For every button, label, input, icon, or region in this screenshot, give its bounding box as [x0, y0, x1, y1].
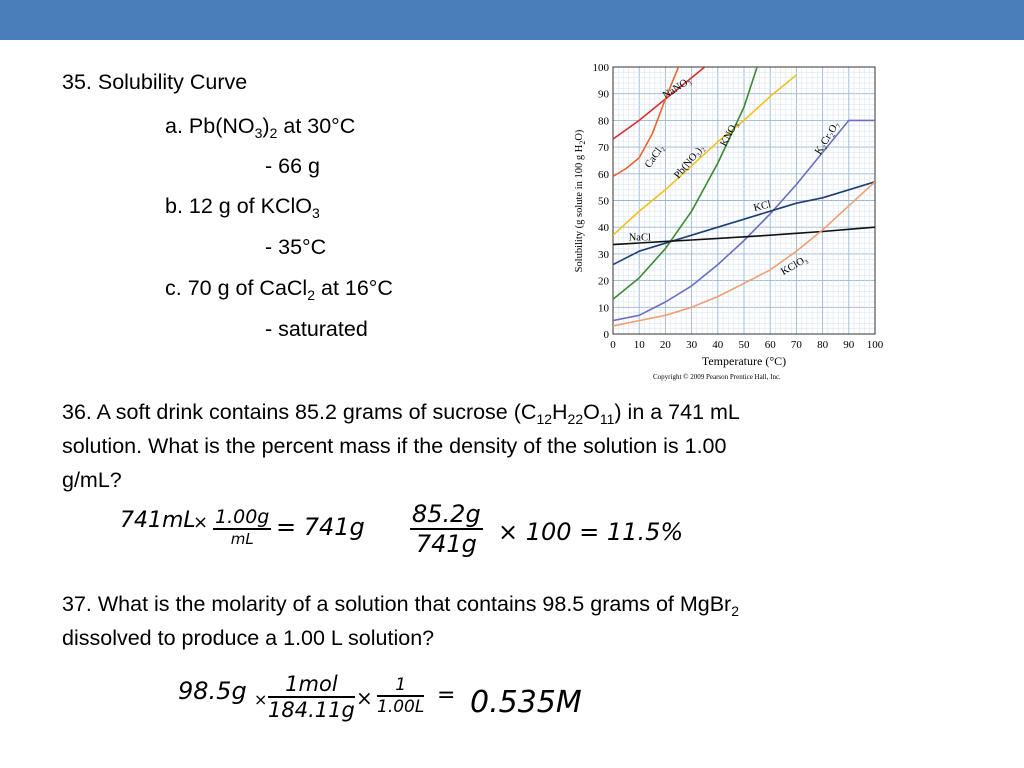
y-tick-label: 20: [598, 275, 609, 288]
series-label: NaCl: [628, 232, 651, 244]
y-tick-label: 50: [598, 195, 609, 208]
q35-part-c: c. 70 g of CaCl$_2$ at 16°C: [165, 276, 393, 303]
y-tick-label: 10: [598, 302, 609, 315]
molar-numerator: 1mol: [268, 672, 355, 698]
density-numerator: 1.00g: [215, 506, 270, 528]
x-tick-label: 50: [738, 339, 750, 351]
x-axis-label: Temperature (°C): [701, 354, 787, 368]
series-label: KClO₃: [779, 253, 810, 278]
density-denominator: mL: [230, 530, 254, 548]
y-axis-label: Solubility (g solute in 100 g $H_2O$): [574, 129, 587, 273]
q36-line1: 36. A soft drink contains 85.2 grams of sucrose $(C_{12}H_{22}O_{11})$ in a 741 mL: [62, 400, 740, 427]
series-label: CaCl₂: [643, 143, 667, 171]
fraction-numerator: 85.2g: [412, 500, 481, 528]
x-tick-label: 80: [817, 339, 829, 351]
q35-answer-c: - saturated: [265, 317, 368, 341]
x-tick-label: 60: [764, 339, 776, 351]
x-tick-label: 100: [866, 339, 884, 351]
q37-hw-mass: 98.5g: [178, 677, 247, 705]
q37-hw-volume: [377, 675, 424, 717]
q36-hw-fraction: [410, 500, 483, 558]
x-tick-label: 20: [659, 339, 671, 351]
series-label: K₂Cr₂O₇: [813, 119, 842, 157]
series-label: KCl: [752, 199, 773, 215]
y-tick-label: 40: [598, 222, 609, 235]
volume-numerator: 1: [377, 675, 424, 697]
q37-hw-molar: [268, 672, 355, 722]
y-tick-label: 100: [592, 62, 609, 74]
q35-answer-a: - 66 g: [265, 154, 320, 178]
q36-hw-result: × 100 = 11.5%: [498, 518, 684, 546]
chart-copyright: Copyright © 2009 Pearson Prentice Hall, Inc.: [653, 373, 781, 381]
q36-hw-times: ×: [193, 512, 209, 533]
q35-part-a: a. $Pb(NO_3)_2$ at 30°C: [165, 114, 356, 141]
y-tick-labels: [593, 62, 610, 341]
q35-answer-b: - 35°C: [265, 235, 327, 259]
title-bar: [0, 0, 1024, 40]
series-label: KNO₃: [718, 120, 741, 149]
q36-hw-mass: = 741g: [276, 513, 365, 541]
q37-hw-equals: =: [437, 683, 456, 708]
q36-line3: g/mL?: [62, 468, 122, 492]
series-label: Pb(NO₃)₂: [672, 142, 707, 182]
y-tick-label: 90: [598, 88, 609, 101]
y-tick-label: 0: [603, 329, 609, 341]
y-tick-label: 70: [598, 142, 609, 155]
q37-hw-times1: ×: [254, 690, 268, 709]
x-tick-label: 30: [686, 339, 698, 351]
q37-line2: dissolved to produce a 1.00 L solution?: [62, 626, 435, 650]
q35-part-b: b. 12 g of KClO$_3$: [165, 194, 320, 221]
fraction-denominator: 741g: [415, 530, 477, 558]
x-tick-label: 10: [633, 339, 645, 351]
x-tick-label: 40: [712, 339, 724, 351]
y-tick-label: 30: [598, 248, 609, 261]
y-tick-label: 60: [598, 168, 609, 181]
molar-denominator: 184.11g: [268, 698, 355, 722]
volume-denominator: 1.00L: [377, 697, 425, 717]
x-tick-label: 0: [610, 339, 616, 351]
q37-hw-result: 0.535M: [470, 685, 582, 720]
q36-line2: solution. What is the percent mass if the density of the solution is 1.00: [62, 434, 727, 458]
x-tick-labels: [610, 339, 884, 351]
y-tick-label: 80: [598, 115, 609, 128]
series-label: NaNO₃: [661, 75, 694, 102]
q36-hw-density: [213, 506, 271, 548]
q37-hw-times2: ×: [356, 686, 373, 710]
q35-title: 35. Solubility Curve: [62, 70, 248, 94]
x-tick-label: 90: [843, 339, 855, 351]
x-tick-label: 70: [790, 339, 802, 351]
q37-line1: 37. What is the molarity of a solution that contains 98.5 grams of MgBr$_2$: [62, 592, 740, 619]
q36-hw-volume: 741mL: [120, 508, 196, 533]
solubility-chart: [566, 56, 896, 386]
